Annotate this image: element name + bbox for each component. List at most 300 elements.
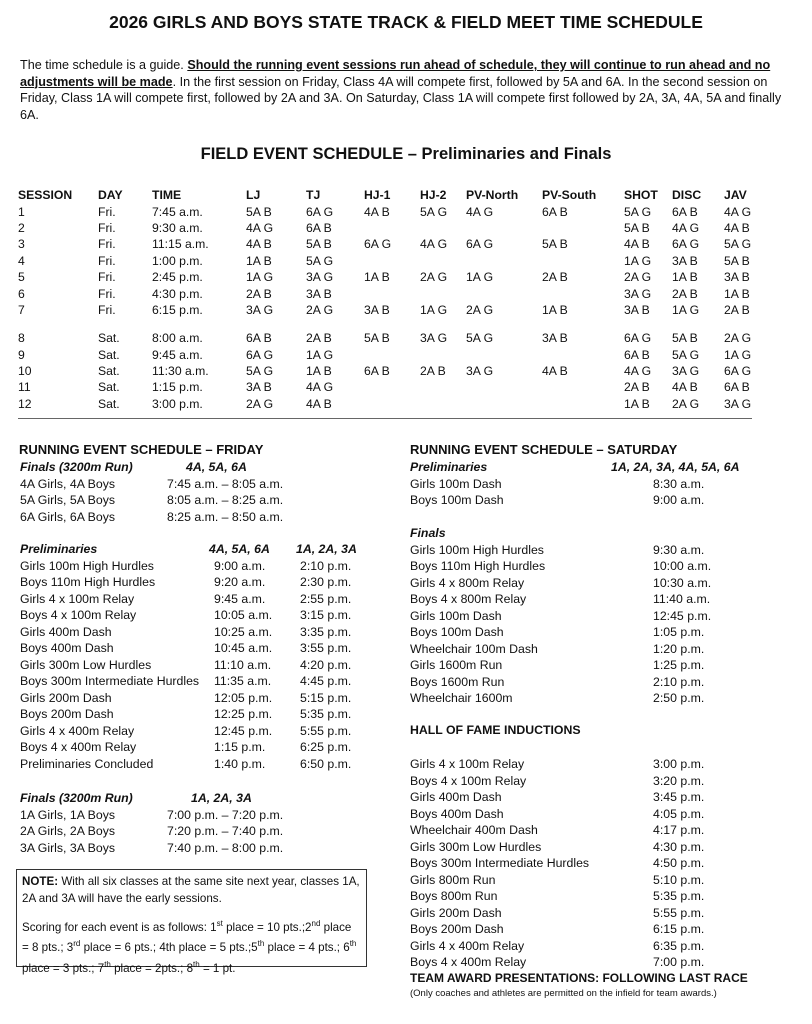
field-cell: Sat. — [98, 364, 120, 379]
prelims-col2: 1A, 2A, 3A — [296, 542, 357, 556]
event-time: 3:15 p.m. — [300, 608, 352, 622]
field-cell: 6A G — [466, 237, 494, 252]
field-cell: 5A B — [624, 220, 650, 235]
field-cell: 4:30 p.m. — [152, 286, 203, 301]
event-time: 11:10 a.m. — [214, 657, 272, 672]
prelims-col1: 4A, 5A, 6A — [209, 542, 270, 556]
event-time: 3:55 p.m. — [300, 641, 352, 655]
scoring-lead: Scoring for each event is as follows: — [22, 920, 211, 934]
field-cell — [420, 285, 466, 301]
field-cell: 1A B — [246, 253, 272, 268]
event-time: 3:20 p.m. — [653, 773, 705, 788]
field-row — [18, 396, 764, 412]
field-cell — [466, 396, 542, 412]
field-cell — [364, 347, 420, 363]
field-cell — [542, 347, 624, 363]
field-cell — [542, 220, 624, 236]
event-time: 7:45 a.m. – 8:05 a.m. — [167, 476, 284, 491]
event-time: 6:25 p.m. — [300, 740, 352, 754]
field-cell: 6A B — [672, 204, 698, 219]
event-time: 5:35 p.m. — [300, 707, 352, 721]
field-cell: 11:30 a.m. — [152, 364, 209, 379]
team-award-note: (Only coaches and athletes are permitted on the infield for team awards.) — [410, 988, 717, 999]
field-cell: Fri. — [98, 270, 116, 285]
event-name: Boys 110m High Hurdles — [20, 575, 156, 589]
field-cell — [466, 347, 542, 363]
field-cell: 3 — [18, 237, 25, 252]
ordinal-suffix: th — [257, 939, 265, 949]
event-name: Girls 100m High Hurdles — [410, 542, 544, 557]
field-cell: 4A G — [624, 364, 652, 379]
points: place = 10 pts.; — [222, 920, 306, 934]
event-name: Girls 400m Dash — [20, 624, 112, 639]
field-cell: 3A B — [542, 331, 568, 346]
ordinal-suffix: rd — [73, 939, 81, 949]
event-name: Girls 100m Dash — [410, 608, 502, 623]
field-cell: 2A G — [724, 331, 752, 346]
event-time: 11:40 a.m. — [653, 592, 711, 606]
field-cell — [420, 379, 466, 395]
field-schedule-title: FIELD EVENT SCHEDULE – Preliminaries and Finals — [200, 145, 612, 163]
field-cell — [364, 285, 420, 301]
finals-classes: 1A, 2A, 3A — [191, 791, 252, 805]
event-time: 12:25 p.m. — [214, 707, 273, 721]
event-time: 5:15 p.m. — [300, 690, 352, 705]
ordinal: 6 — [343, 941, 350, 955]
field-cell: 11 — [18, 380, 31, 395]
event-name: Girls 200m Dash — [20, 690, 112, 705]
note-box — [16, 869, 367, 975]
field-cell: SHOT — [624, 188, 658, 203]
field-cell: 3A B — [672, 253, 698, 268]
ordinal-suffix: st — [216, 919, 223, 928]
event-name: 6A Girls, 6A Boys — [20, 509, 116, 524]
ordinal: 3 — [66, 941, 74, 955]
field-cell: 2A G — [624, 270, 652, 285]
field-cell: 3A G — [466, 364, 494, 379]
event-name: Girls 300m Low Hurdles — [410, 839, 542, 854]
field-row — [18, 330, 764, 346]
field-cell: 6A B — [724, 380, 750, 395]
ordinal-suffix: th — [349, 939, 357, 949]
event-time: 12:45 p.m. — [214, 723, 273, 738]
field-cell: 5A G — [466, 331, 494, 346]
ordinal: 7 — [97, 961, 105, 975]
event-name: Girls 4 x 800m Relay — [410, 575, 525, 590]
field-cell: DAY — [98, 188, 123, 203]
divider — [18, 418, 752, 419]
field-row — [18, 203, 764, 219]
field-cell — [542, 396, 624, 412]
field-cell — [420, 253, 466, 269]
event-time: 10:00 a.m. — [653, 559, 712, 573]
event-time: 9:00 a.m. — [653, 493, 705, 507]
event-time: 4:30 p.m. — [653, 839, 705, 854]
field-cell: 4A G — [306, 380, 334, 395]
field-cell — [364, 379, 420, 395]
event-time: 5:55 p.m. — [300, 723, 352, 738]
field-cell: 6A B — [364, 364, 390, 379]
event-time: 7:00 p.m. — [653, 955, 705, 969]
field-cell: 7 — [18, 302, 25, 317]
field-cell: 5A B — [542, 237, 568, 252]
field-cell — [466, 285, 542, 301]
field-cell: Sat. — [98, 331, 120, 346]
event-time: 1:40 p.m. — [214, 756, 266, 771]
event-time: 8:05 a.m. – 8:25 a.m. — [167, 493, 284, 507]
field-cell: 2A G — [420, 270, 448, 285]
gap-cell — [18, 318, 98, 330]
field-cell: 2A B — [724, 302, 750, 317]
field-cell: 4A B — [624, 237, 650, 252]
field-cell: 2A B — [624, 380, 650, 395]
event-name: 4A Girls, 4A Boys — [20, 476, 116, 491]
field-cell: 8:00 a.m. — [152, 331, 203, 346]
field-cell: 4A G — [420, 237, 448, 252]
field-cell: 1A B — [672, 270, 698, 285]
field-cell: 5A G — [724, 237, 752, 252]
intro-paragraph — [20, 57, 795, 123]
field-cell: 6A G — [306, 204, 334, 219]
field-cell — [466, 253, 542, 269]
field-cell: 3A G — [420, 331, 448, 346]
field-cell: 5A B — [672, 331, 698, 346]
field-row — [18, 220, 764, 236]
event-name: 5A Girls, 5A Boys — [20, 493, 116, 507]
event-name: Girls 100m Dash — [410, 476, 502, 491]
event-name: 3A Girls, 3A Boys — [20, 840, 116, 855]
event-time: 7:20 p.m. – 7:40 p.m. — [167, 824, 284, 838]
field-cell: 8 — [18, 331, 25, 346]
field-cell: Fri. — [98, 286, 116, 301]
event-time: 2:50 p.m. — [653, 691, 705, 705]
field-cell: 3A G — [724, 396, 752, 411]
event-time: 1:25 p.m. — [653, 658, 705, 672]
intro-rest: . In the first session on Friday, Class 4A will compete first, followed by 5A and 6A. In the second session on Friday, Class 1A will compete first, followed by 2A and 3A. On Saturday, Class 1A will compete first followed by 2A, 3A, 4A, 5A and finally 6A. — [20, 74, 782, 122]
field-cell: 1:15 p.m. — [152, 380, 203, 395]
field-cell: 1:00 p.m. — [152, 253, 203, 268]
event-time: 4:50 p.m. — [653, 856, 705, 870]
field-cell: 1A G — [724, 347, 752, 362]
event-name: 2A Girls, 2A Boys — [20, 824, 116, 838]
event-name: Boys 800m Run — [410, 889, 498, 903]
event-time: 9:20 a.m. — [214, 575, 266, 589]
event-time: 7:40 p.m. – 8:00 p.m. — [167, 840, 284, 855]
event-time: 5:55 p.m. — [653, 905, 705, 920]
field-cell: 4A G — [672, 220, 700, 235]
saturday-heading: RUNNING EVENT SCHEDULE – SATURDAY — [410, 442, 678, 457]
field-cell — [364, 220, 420, 236]
field-cell: 5A B — [364, 331, 390, 346]
field-cell — [542, 379, 624, 395]
field-cell: 3A G — [246, 302, 274, 317]
field-cell: 3A G — [306, 270, 334, 285]
field-cell: 2A G — [672, 396, 700, 411]
event-time: 4:20 p.m. — [300, 657, 352, 672]
event-time: 2:55 p.m. — [300, 591, 352, 606]
prelims-label: Preliminaries — [410, 460, 488, 474]
field-cell: Sat. — [98, 347, 120, 362]
event-name: Girls 800m Run — [410, 872, 496, 887]
prelims-label: Preliminaries — [20, 542, 98, 556]
event-time: 3:35 p.m. — [300, 624, 352, 639]
field-cell: 3:00 p.m. — [152, 396, 203, 411]
event-name: Girls 400m Dash — [410, 790, 502, 804]
friday-heading: RUNNING EVENT SCHEDULE – FRIDAY — [19, 442, 264, 457]
field-row — [18, 285, 764, 301]
field-cell: 5A G — [306, 253, 334, 268]
field-row — [18, 379, 764, 395]
event-name: Boys 4 x 100m Relay — [410, 773, 527, 788]
event-time: 2:30 p.m. — [300, 575, 352, 589]
field-cell: 12 — [18, 396, 32, 411]
field-cell: 3A B — [624, 302, 650, 317]
field-cell: 10 — [18, 364, 32, 379]
field-cell: Fri. — [98, 204, 116, 219]
field-cell: 1A B — [364, 270, 390, 285]
event-name: Wheelchair 400m Dash — [410, 823, 538, 837]
event-name: Boys 100m Dash — [410, 625, 504, 639]
field-row — [18, 363, 764, 379]
field-cell: 6A G — [246, 347, 274, 362]
field-cell — [466, 220, 542, 236]
event-name: Boys 4 x 800m Relay — [410, 592, 527, 606]
points: place = 6 pts.; 4th place = 5 pts.; — [80, 941, 252, 955]
ordinal-suffix: nd — [311, 919, 321, 928]
event-time: 12:05 p.m. — [214, 690, 273, 705]
field-cell: SESSION — [18, 188, 73, 203]
intro-lead: The time schedule is a guide. — [20, 58, 184, 72]
event-time: 6:35 p.m. — [653, 938, 705, 953]
field-cell: 4 — [18, 253, 25, 268]
page-title: 2026 GIRLS AND BOYS STATE TRACK & FIELD MEET TIME SCHEDULE — [109, 12, 703, 32]
field-cell: 1A G — [624, 253, 652, 268]
event-time: 5:10 p.m. — [653, 872, 705, 887]
event-time: 5:35 p.m. — [653, 889, 705, 903]
ordinal: 2 — [305, 920, 312, 934]
field-cell: 1A B — [724, 286, 750, 301]
field-cell: 4A B — [364, 204, 390, 219]
event-time: 1:15 p.m. — [214, 740, 266, 754]
points: place = 8 pts.; — [22, 920, 352, 955]
event-name: Wheelchair 1600m — [410, 691, 513, 705]
field-cell: 11:15 a.m. — [152, 237, 209, 252]
field-cell: 9 — [18, 347, 25, 362]
event-time: 3:45 p.m. — [653, 790, 705, 804]
event-time: 10:25 a.m. — [214, 624, 273, 639]
field-cell: 7:45 a.m. — [152, 204, 203, 219]
field-cell: 6A B — [246, 331, 272, 346]
field-cell: 4A B — [672, 380, 698, 395]
field-cell: 5 — [18, 270, 25, 285]
field-cell — [542, 285, 624, 301]
field-cell: 6A G — [724, 364, 752, 379]
field-cell: 5A B — [306, 237, 332, 252]
field-cell: 1A G — [466, 270, 494, 285]
field-cell: 3A B — [364, 302, 390, 317]
field-cell: 4A G — [724, 204, 752, 219]
event-name: Girls 4 x 100m Relay — [20, 591, 135, 606]
field-cell: 1A B — [624, 396, 650, 411]
field-cell: 3A B — [306, 286, 332, 301]
finals-label: Finals (3200m Run) — [20, 791, 133, 805]
field-cell: 2A B — [306, 331, 332, 346]
field-cell: 2A B — [246, 286, 272, 301]
event-time: 2:10 p.m. — [300, 558, 352, 573]
field-cell: 1A B — [306, 364, 332, 379]
event-time: 7:00 p.m. – 7:20 p.m. — [167, 807, 284, 822]
field-cell: 1 — [18, 204, 25, 219]
field-cell — [420, 220, 466, 236]
field-cell: 3A B — [724, 270, 750, 285]
field-cell — [420, 347, 466, 363]
prelims-classes: 1A, 2A, 3A, 4A, 5A, 6A — [611, 460, 740, 474]
field-cell: 9:45 a.m. — [152, 347, 203, 362]
event-name: Girls 200m Dash — [410, 905, 502, 920]
event-name: Preliminaries Concluded — [20, 756, 154, 771]
event-name: Boys 200m Dash — [410, 922, 504, 936]
points: place = 2pts.; — [110, 961, 187, 975]
field-cell: 6:15 p.m. — [152, 302, 203, 317]
field-cell: HJ-1 — [364, 188, 391, 203]
field-cell: 3A B — [246, 380, 272, 395]
field-cell: PV-South — [542, 188, 597, 203]
event-name: 1A Girls, 1A Boys — [20, 807, 116, 822]
event-name: Boys 400m Dash — [410, 806, 504, 821]
event-time: 9:45 a.m. — [214, 591, 266, 606]
event-time: 9:00 a.m. — [214, 558, 266, 573]
event-time: 6:15 p.m. — [653, 922, 705, 936]
field-cell: 2A G — [306, 302, 334, 317]
field-cell: 2A G — [246, 396, 274, 411]
event-time: 12:45 p.m. — [653, 608, 712, 623]
field-cell: 4A B — [306, 396, 332, 411]
field-cell: 1A B — [542, 302, 568, 317]
event-name: Boys 200m Dash — [20, 707, 114, 721]
field-cell: 5A G — [246, 364, 274, 379]
event-name: Girls 4 x 400m Relay — [20, 723, 135, 738]
ordinal: 8 — [186, 961, 194, 975]
event-name: Girls 100m High Hurdles — [20, 558, 154, 573]
event-time: 1:20 p.m. — [653, 641, 705, 656]
field-row — [18, 302, 764, 318]
field-cell: LJ — [246, 188, 261, 203]
field-cell: 1A G — [420, 302, 448, 317]
field-cell: 1A G — [672, 302, 700, 317]
event-time: 4:05 p.m. — [653, 806, 705, 821]
field-cell: 4A B — [724, 220, 750, 235]
field-cell — [420, 396, 466, 412]
finals-classes: 4A, 5A, 6A — [186, 460, 247, 474]
event-name: Girls 4 x 100m Relay — [410, 757, 525, 771]
field-gap — [18, 318, 764, 330]
field-row — [18, 269, 764, 285]
field-cell: Fri. — [98, 302, 116, 317]
team-award-heading: TEAM AWARD PRESENTATIONS: FOLLOWING LAST RACE — [410, 971, 748, 985]
field-cell: 6A B — [624, 347, 650, 362]
finals-label: Finals (3200m Run) — [20, 460, 133, 474]
field-row — [18, 347, 764, 363]
finals-label: Finals — [410, 526, 446, 540]
field-cell: 5A G — [420, 204, 448, 219]
field-header-row — [18, 187, 764, 203]
field-row — [18, 253, 764, 269]
field-cell: Sat. — [98, 380, 120, 395]
ordinal: 1 — [210, 920, 217, 934]
event-name: Boys 4 x 400m Relay — [20, 740, 137, 754]
field-cell: 6A G — [672, 237, 700, 252]
event-time: 10:05 a.m. — [214, 608, 273, 622]
points: place = 4 pts.; — [264, 941, 344, 955]
event-time: 2:10 p.m. — [653, 674, 705, 689]
field-cell — [364, 253, 420, 269]
event-name: Girls 4 x 400m Relay — [410, 938, 525, 953]
field-cell: 6A G — [364, 237, 392, 252]
event-name: Girls 300m Low Hurdles — [20, 657, 152, 672]
field-cell: 6A B — [306, 220, 332, 235]
scoring-text — [22, 916, 361, 977]
field-cell: 6A G — [624, 331, 652, 346]
field-cell: 4A B — [246, 237, 272, 252]
field-cell: TIME — [152, 188, 182, 203]
event-name: Boys 400m Dash — [20, 641, 114, 655]
event-time: 4:17 p.m. — [653, 823, 705, 837]
field-cell: 2A G — [466, 302, 494, 317]
event-time: 8:30 a.m. — [653, 476, 705, 491]
event-time: 8:25 a.m. – 8:50 a.m. — [167, 509, 284, 524]
intro-bold: Should the running event sessions run ahead of schedule, they will continue to run ahead and no adjustments will be made — [20, 58, 771, 89]
field-cell: 1A G — [306, 347, 334, 362]
field-cell: 2:45 p.m. — [152, 270, 203, 285]
field-cell: Fri. — [98, 253, 116, 268]
field-cell: 5A B — [724, 253, 750, 268]
field-cell: 4A G — [466, 204, 494, 219]
event-name: Boys 4 x 100m Relay — [20, 608, 137, 622]
field-cell: 4A G — [246, 220, 274, 235]
event-name: Wheelchair 100m Dash — [410, 641, 538, 656]
field-cell: PV-North — [466, 188, 519, 203]
field-cell: 2A B — [542, 270, 568, 285]
field-cell: 2 — [18, 220, 25, 235]
field-cell: 5A B — [246, 204, 272, 219]
event-name: Boys 4 x 400m Relay — [410, 955, 527, 969]
note-label: NOTE: — [22, 875, 59, 888]
field-cell: 3A G — [624, 286, 652, 301]
event-time: 6:50 p.m. — [300, 756, 352, 771]
points: = 1 pt. — [199, 961, 236, 975]
event-name: Boys 100m Dash — [410, 493, 504, 507]
ordinal-suffix: th — [193, 959, 200, 969]
event-time: 11:35 a.m. — [214, 674, 272, 688]
event-time: 9:30 a.m. — [653, 542, 705, 557]
field-cell: 2A B — [672, 286, 698, 301]
field-cell: JAV — [724, 188, 747, 203]
field-cell: Fri. — [98, 220, 116, 235]
event-name: Boys 300m Intermediate Hurdles — [20, 674, 200, 688]
field-cell: HJ-2 — [420, 188, 447, 203]
hall-of-fame-heading: HALL OF FAME INDUCTIONS — [410, 723, 581, 737]
event-name: Boys 300m Intermediate Hurdles — [410, 856, 590, 870]
field-cell: 5A G — [672, 347, 700, 362]
field-cell: Sat. — [98, 396, 120, 411]
field-cell: 4A B — [542, 364, 568, 379]
event-time: 10:30 a.m. — [653, 575, 712, 590]
field-cell: DISC — [672, 188, 702, 203]
field-event-table — [18, 187, 764, 412]
field-cell: 3A G — [672, 364, 700, 379]
note-text: With all six classes at the same site next year, classes 1A, 2A and 3A will have the early sessions. — [22, 875, 360, 905]
field-cell: 1A G — [246, 270, 274, 285]
